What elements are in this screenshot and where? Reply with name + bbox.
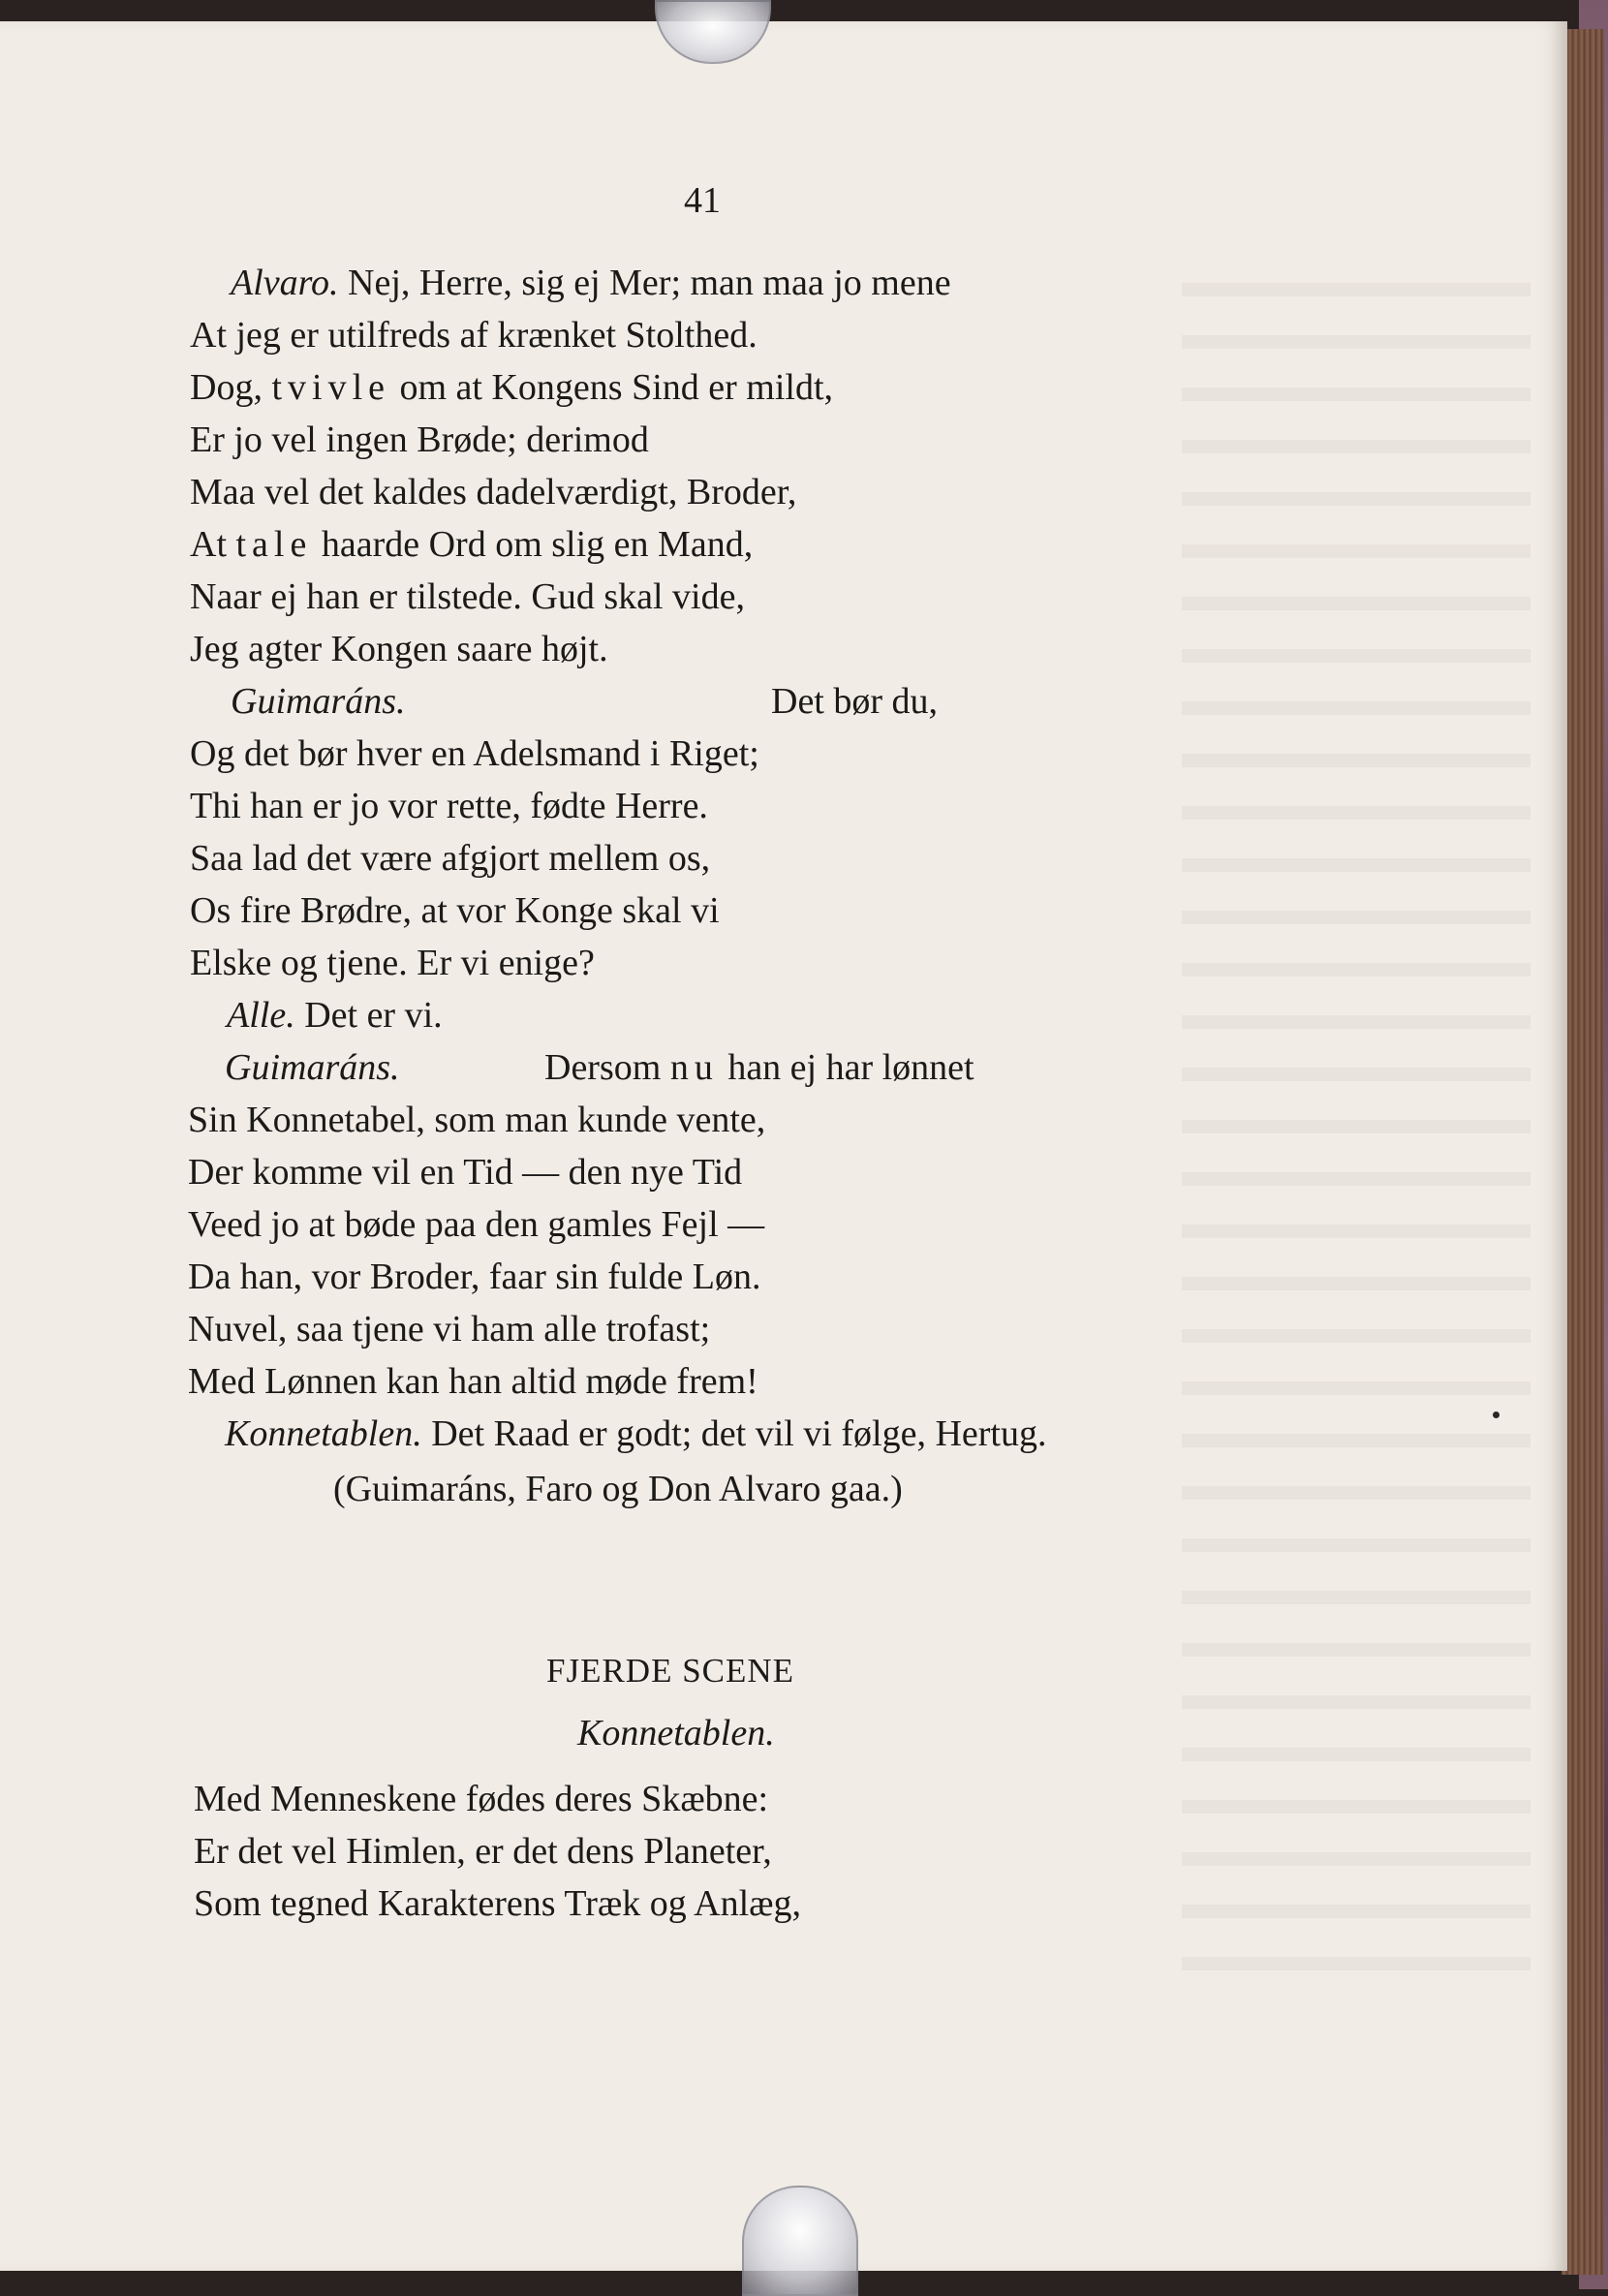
verse-text: om at Kongens Sind er mildt, <box>390 367 834 408</box>
speaker-name: Alvaro. <box>231 263 339 303</box>
verse-text: Det er vi. <box>304 995 443 1036</box>
verse-line: Jeg agter Kongen saare højt. <box>190 629 608 669</box>
scene-heading: FJERDE SCENE <box>546 1652 795 1690</box>
page-clip-bottom <box>742 2186 858 2296</box>
verse-line: Med Menneskene fødes deres Skæbne: <box>194 1779 769 1819</box>
book-page <box>0 21 1567 2271</box>
verse-line <box>231 264 951 301</box>
verse-line: Saa lad det være afgjort mellem os, <box>190 838 711 879</box>
verse-line: Sin Konnetabel, som man kunde vente, <box>188 1100 766 1140</box>
verse-text: han ej har lønnet <box>718 1047 974 1088</box>
verse-line: Det bør du, <box>771 681 939 722</box>
speaker-name: Alle. <box>227 995 295 1036</box>
verse-line: Os fire Brødre, at vor Konge skal vi <box>190 890 720 931</box>
stage-direction: (Guimaráns, Faro og Don Alvaro gaa.) <box>333 1469 903 1509</box>
emphasized-word: nu <box>669 1047 719 1088</box>
verse-line: Er jo vel ingen Brøde; derimod <box>190 419 649 460</box>
verse-text: Dog, <box>190 367 272 408</box>
verse-line: Der komme vil en Tid — den nye Tid <box>188 1152 743 1193</box>
emphasized-word: tvivle <box>271 367 390 408</box>
verse-line <box>227 997 443 1034</box>
verse-text: Det Raad er godt; det vil vi følge, Hertug. <box>431 1413 1047 1454</box>
verse-line: Og det bør hver en Adelsmand i Riget; <box>190 733 759 774</box>
verse-text: Nej, Herre, sig ej Mer; man maa jo mene <box>348 263 951 303</box>
emphasized-word: tale <box>235 524 313 565</box>
verse-line: Da han, vor Broder, faar sin fulde Løn. <box>188 1257 761 1297</box>
verse-line <box>190 369 833 406</box>
verse-line: Som tegned Karakterens Træk og Anlæg, <box>194 1883 801 1924</box>
page-number: 41 <box>684 180 721 221</box>
ink-speck <box>1493 1412 1500 1418</box>
verse-line <box>225 1415 1046 1452</box>
bleed-through-text <box>1182 254 1531 1998</box>
scene-speaker: Konnetablen. <box>577 1713 775 1753</box>
verse-line: Elske og tjene. Er vi enige? <box>190 943 595 983</box>
verse-line: Veed jo at bøde paa den gamles Fejl — <box>188 1204 765 1245</box>
verse-line <box>544 1049 974 1086</box>
speaker-name: Konnetablen. <box>225 1413 422 1454</box>
verse-line: Naar ej han er tilstede. Gud skal vide, <box>190 576 745 617</box>
verse-line <box>190 526 753 563</box>
verse-line: Er det vel Himlen, er det dens Planeter, <box>194 1831 772 1872</box>
verse-line: At jeg er utilfreds af krænket Stolthed. <box>190 315 758 356</box>
verse-text: Dersom <box>544 1047 670 1088</box>
speaker-name: Guimaráns. <box>225 1047 400 1088</box>
verse-line: Thi han er jo vor rette, fødte Herre. <box>190 786 708 826</box>
verse-line: Maa vel det kaldes dadelværdigt, Broder, <box>190 472 797 512</box>
verse-text: At <box>190 524 236 565</box>
verse-text: haarde Ord om slig en Mand, <box>312 524 754 565</box>
verse-line: Med Lønnen kan han altid møde frem! <box>188 1361 758 1402</box>
verse-line: Nuvel, saa tjene vi ham alle trofast; <box>188 1309 711 1350</box>
speaker-name: Guimaráns. <box>231 681 406 722</box>
page-stack-edge <box>1562 29 1604 2275</box>
